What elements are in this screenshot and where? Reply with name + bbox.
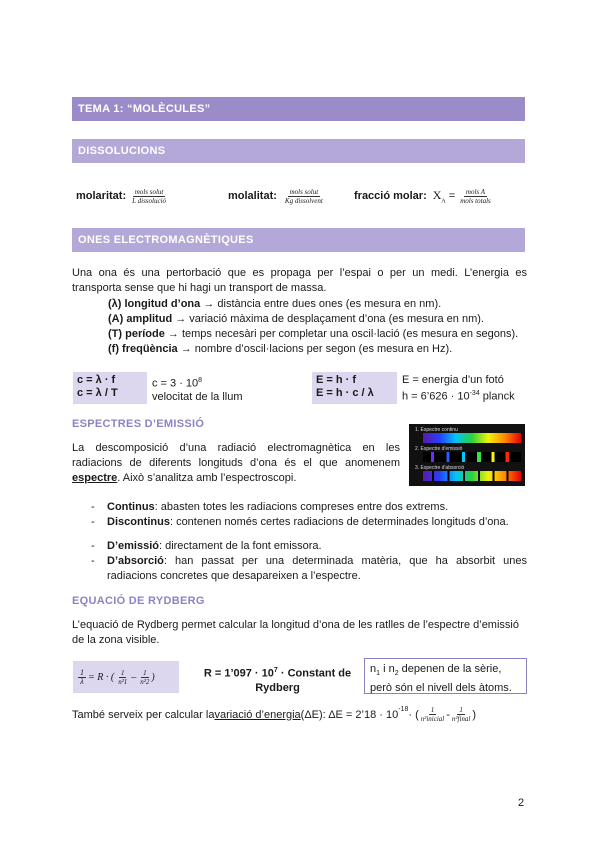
section-dissolucions-text: DISSOLUCIONS bbox=[78, 145, 166, 157]
molaritat-label: molaritat: bbox=[76, 190, 127, 202]
spectrum-absorption-band bbox=[423, 471, 521, 481]
section-ones bbox=[72, 228, 525, 252]
eq-c-value-base: c = 3 · 10 bbox=[152, 377, 199, 390]
spectrum-continuous-band bbox=[423, 433, 521, 443]
eq-e-desc bbox=[402, 374, 515, 404]
eq-c-value bbox=[152, 374, 243, 391]
tema-title bbox=[72, 97, 525, 121]
rydberg-frac-n1 bbox=[116, 669, 129, 686]
section-espectres: ESPECTRES D’EMISSIÓ bbox=[72, 418, 205, 430]
rydberg-const-exp: 7 bbox=[273, 667, 278, 674]
molaritat-formula bbox=[76, 184, 168, 208]
list-item-emissio bbox=[91, 539, 527, 554]
espectres-text-b: . Això s’analitza amb l’espectroscopi. bbox=[117, 472, 297, 484]
spectrum-image bbox=[409, 424, 525, 486]
energy-frac-initial bbox=[419, 706, 447, 723]
eq-c1: c = λ · f bbox=[77, 374, 116, 386]
rydberg-frac-n2 bbox=[138, 669, 151, 686]
energy-n-final: n²final bbox=[451, 715, 471, 723]
rydberg-energy bbox=[72, 706, 532, 723]
eq-h-base: h = 6’626 · 10 bbox=[402, 390, 470, 403]
eq-h-unit: planck bbox=[479, 390, 515, 403]
spectrum-label-absorption: 3. Espectre d'absorció bbox=[415, 465, 465, 471]
spectrum-label-continuous: 1. Espectre continu bbox=[415, 427, 458, 433]
espectres-list-2 bbox=[91, 539, 527, 584]
list-term: Discontinus bbox=[107, 516, 170, 528]
ones-term: (f) freqüència bbox=[108, 343, 178, 355]
energy-close: ) bbox=[472, 708, 477, 721]
energy-frac-final bbox=[450, 706, 472, 723]
fraccio-equals: = bbox=[448, 190, 456, 202]
list-desc: : abasten totes les radiacions compreses entre dos extrems. bbox=[154, 501, 449, 513]
list-item-discontinus bbox=[91, 515, 527, 530]
molalitat-numerator: mols solut bbox=[289, 187, 319, 196]
rydberg-r: = R · ( bbox=[88, 671, 115, 683]
rydberg-equation bbox=[73, 661, 179, 693]
ones-desc: → nombre d’oscil·lacions per segon (es mesura en Hz). bbox=[177, 343, 453, 355]
note-text: depenen de la sèrie, però són el nivell dels àtoms. bbox=[370, 663, 512, 695]
ones-item-periode bbox=[108, 327, 528, 342]
energy-term: variació d’energia bbox=[214, 708, 301, 721]
note-sub2: 2 bbox=[394, 670, 399, 678]
ones-desc: → distància entre dues ones (es mesura en nm). bbox=[200, 298, 442, 310]
rydberg-close: ) bbox=[151, 671, 155, 683]
molaritat-denominator: L dissolució bbox=[132, 196, 167, 205]
molalitat-formula bbox=[228, 184, 325, 208]
eq-e-cell bbox=[312, 372, 397, 404]
energy-exp: -18 bbox=[398, 706, 409, 713]
spectrum-label-emission: 2. Espectre d'emissió bbox=[415, 446, 463, 452]
fraccio-fraction bbox=[458, 188, 493, 205]
energy-text-b: (ΔE): ΔE = 2’18 · 10 bbox=[300, 708, 399, 721]
energy-text-a: També serveix per calcular la bbox=[72, 708, 215, 721]
energy-frac-one: 1 bbox=[459, 706, 463, 714]
eq-c-desc bbox=[152, 374, 243, 404]
fraccio-symbol bbox=[433, 188, 446, 204]
spectrum-emission-band bbox=[423, 452, 521, 462]
section-dissolucions bbox=[72, 139, 525, 163]
energy-n-initial: n²inicial bbox=[420, 715, 445, 723]
rydberg-one: 1 bbox=[80, 667, 84, 677]
rydberg-const-label: · Constant de Rydberg bbox=[255, 667, 352, 694]
fraccio-sub: A bbox=[441, 198, 446, 205]
ones-desc: → temps necesàri per completar una oscil·lació (es mesura en segons). bbox=[164, 328, 519, 340]
list-term: D’emissió bbox=[107, 540, 159, 552]
list-item-continus bbox=[91, 500, 527, 515]
list-item-absorcio bbox=[91, 554, 527, 584]
note-and: i n bbox=[380, 663, 395, 675]
ones-item-amplitud bbox=[108, 312, 528, 327]
eq-e1: E = h · f bbox=[316, 374, 357, 386]
molaritat-fraction bbox=[130, 188, 168, 205]
ones-term: (λ) longitud d’ona bbox=[108, 298, 201, 310]
eq-c-cell bbox=[73, 372, 147, 404]
note-sub1: 1 bbox=[376, 670, 381, 678]
eq-h-exp: -34 bbox=[469, 390, 480, 397]
page-number: 2 bbox=[518, 797, 525, 809]
energy-minus: - bbox=[446, 708, 450, 721]
list-desc: : han passat per una determinada matèria, que ha absorbit unes radiacions concretes que desapareixen a l’espectre. bbox=[107, 555, 527, 582]
fraccio-label: fracció molar: bbox=[354, 190, 427, 202]
rydberg-frac-one: 1 bbox=[143, 668, 147, 677]
ones-desc: → variació màxima de desplaçament d’ona (es mesura en nm). bbox=[172, 313, 484, 325]
espectres-text-a: La descomposició d’una radiació electromagnètica en les radiacions de diferents longituds d’ona és el que anomenem bbox=[72, 442, 400, 469]
rydberg-one-over-lambda bbox=[78, 669, 86, 686]
rydberg-intro: L’equació de Rydberg permet calcular la longitud d’ona de les ratlles de l’espectre d’emissió de la zona visible. bbox=[72, 619, 519, 646]
fraccio-x: X bbox=[432, 187, 442, 202]
rydberg-frac-one: 1 bbox=[120, 668, 125, 677]
ones-intro: Una ona és una pertorbació que es propaga per l’espai o per un medi. L’energia es transporta sense que hi hagi un transport de massa. bbox=[72, 267, 527, 294]
eq-c2: c = λ / T bbox=[77, 387, 118, 399]
energy-open: · ( bbox=[408, 708, 419, 721]
tema-title-text: TEMA 1: “MOLÈCULES” bbox=[78, 103, 211, 115]
rydberg-minus: – bbox=[131, 671, 137, 683]
list-desc: : contenen només certes radiacions de determinades longituds d’ona. bbox=[169, 516, 509, 528]
eq-c-description: velocitat de la llum bbox=[152, 390, 243, 403]
molaritat-numerator: mols solut bbox=[134, 187, 164, 196]
ones-term: (A) amplitud bbox=[108, 313, 173, 325]
note-n: n bbox=[370, 663, 377, 675]
espectres-term: espectre bbox=[72, 472, 118, 484]
rydberg-lambda: λ bbox=[80, 676, 84, 686]
eq-e-description: E = energia d’un fotó bbox=[402, 374, 504, 386]
eq-e2: E = h · c / λ bbox=[316, 387, 374, 399]
rydberg-n2: n²2 bbox=[140, 677, 150, 686]
fraccio-denominator: mols totals bbox=[460, 196, 491, 205]
rydberg-constant bbox=[195, 664, 360, 695]
formula-row bbox=[76, 184, 536, 210]
molalitat-denominator: Kg dissolvent bbox=[284, 196, 323, 205]
molalitat-fraction bbox=[283, 188, 325, 205]
molalitat-label: molalitat: bbox=[228, 190, 277, 202]
rydberg-const-base: R = 1’097 · 10 bbox=[203, 667, 274, 680]
fraccio-numerator: mols A bbox=[465, 187, 486, 196]
list-term: Continus bbox=[107, 501, 155, 513]
eq-h-value bbox=[402, 387, 515, 404]
espectres-paragraph bbox=[72, 441, 400, 486]
section-rydberg: EQUACIÓ DE RYDBERG bbox=[72, 595, 205, 607]
list-desc: : directament de la font emissora. bbox=[158, 540, 322, 552]
fraccio-formula bbox=[354, 184, 493, 208]
eq-c-exp: 8 bbox=[198, 377, 203, 384]
ones-item-frequencia bbox=[108, 342, 528, 357]
rydberg-n1: n²1 bbox=[118, 677, 128, 686]
ones-term: (T) període bbox=[108, 328, 165, 340]
ones-item-longitud bbox=[108, 297, 528, 312]
section-ones-text: ONES ELECTROMAGNÈTIQUES bbox=[78, 234, 254, 246]
rydberg-note bbox=[364, 658, 527, 694]
ones-list bbox=[108, 297, 528, 357]
list-term: D’absorció bbox=[107, 555, 164, 567]
energy-frac-one: 1 bbox=[430, 706, 435, 714]
espectres-list-1 bbox=[91, 500, 527, 530]
